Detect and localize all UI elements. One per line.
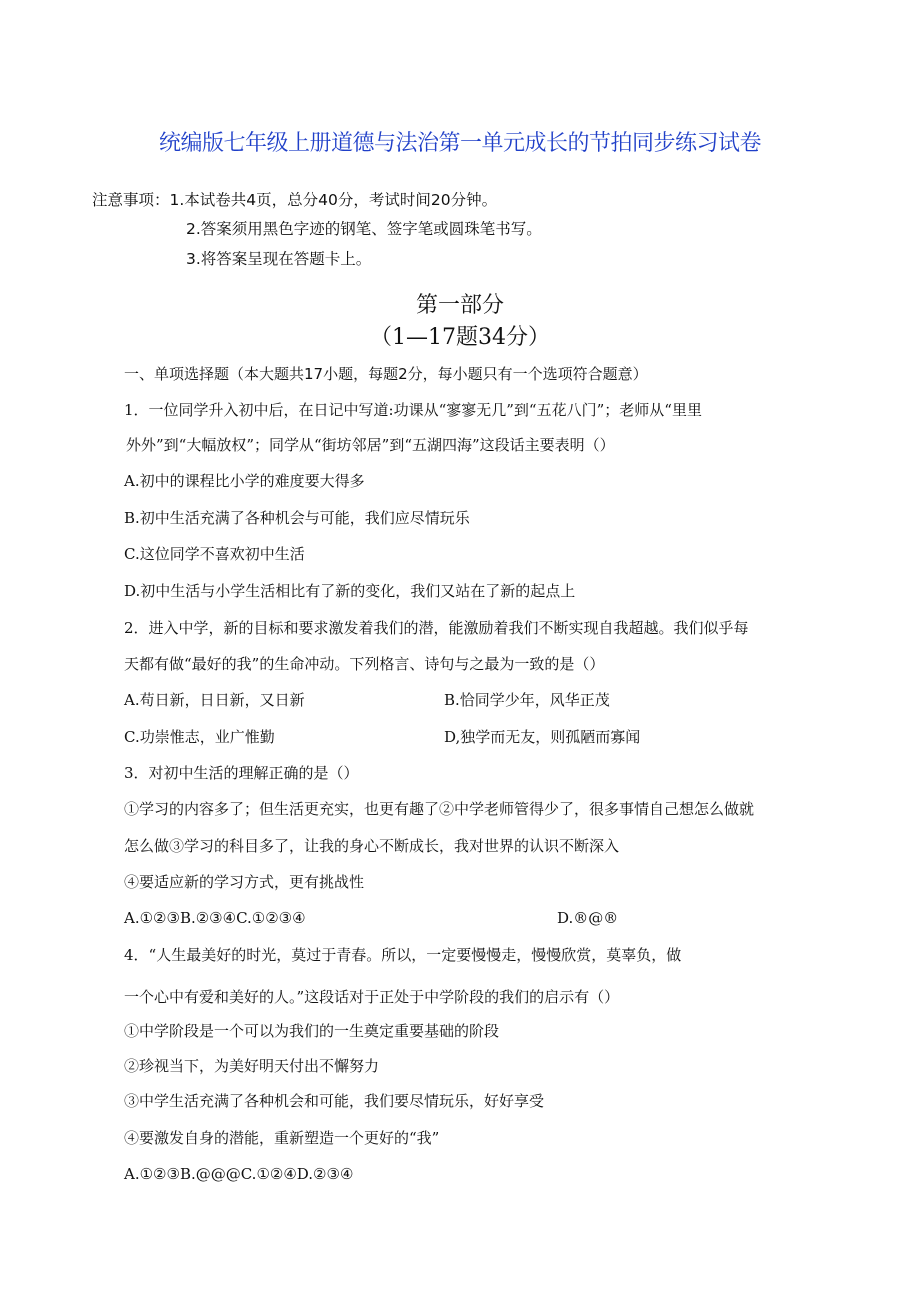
q4-statement-1: ①中学阶段是一个可以为我们的一生奠定重要基础的阶段 [124,1022,500,1040]
q4-options: A.①②③B.@@@C.①②④D.②③④ [124,1165,354,1183]
q1-option-a: A.初中的课程比小学的难度要大得多 [124,472,365,490]
q1-stem-line-2: 外外”到“大幅放权”；同学从“街坊邻居”到“五湖四海”这段话主要表明（） [126,436,615,454]
q3-statement-line-3: ④要适应新的学习方式，更有挑战性 [124,873,365,891]
q3-options-abc: A.①②③B.②③④C.①②③④ [124,909,306,927]
q4-stem-line-2: 一个心中有爱和美好的人。”这段话对于正处于中学阶段的我们的启示有（） [124,988,620,1006]
q4-statement-3: ③中学生活充满了各种机会和可能，我们要尽情玩乐，好好享受 [124,1092,545,1110]
part-title: 第一部分 [415,293,504,318]
q3-stem: 3．对初中生活的理解正确的是（） [124,764,359,782]
q3-statement-line-1: ①学习的内容多了；但生活更充实，也更有趣了②中学老师管得少了，很多事情自己想怎么做就 [124,800,755,818]
notice-line-2: 2.答案须用黑色字迹的钢笔、签字笔或圆珠笔书写。 [186,220,542,238]
q3-statement-line-2: 怎么做③学习的科目多了，让我的身心不断成长，我对世界的认识不断深入 [124,837,620,855]
q1-option-c: C.这位同学不喜欢初中生活 [124,545,305,563]
q2-option-a: A.苟日新，日日新，又日新 [124,691,305,709]
notice-line-1: 注意事项：1.本试卷共4页，总分40分，考试时间20分钟。 [92,191,498,209]
q4-stem-line-1: 4．“人生最美好的时光，莫过于青春。所以，一定要慢慢走，慢慢欣赏，莫辜负，做 [124,946,682,964]
q1-stem-line-1: 1．一位同学升入初中后，在日记中写道:功课从“寥寥无几”到“五花八门”；老师从“里里 [124,401,702,419]
q2-stem-line-1: 2．进入中学，新的目标和要求激发着我们的潜，能激励着我们不断实现自我超越。我们似乎每 [124,619,749,637]
q4-statement-2: ②珍视当下，为美好明天付出不懈努力 [124,1057,380,1075]
section-heading: 一、单项选择题（本大题共17小题，每题2分，每小题只有一个选项符合题意） [124,365,648,383]
q2-option-b: B.恰同学少年，风华正茂 [444,691,610,709]
q1-option-b: B.初中生活充满了各种机会与可能，我们应尽情玩乐 [124,509,470,527]
document-title: 统编版七年级上册道德与法治第一单元成长的节拍同步练习试卷 [158,131,761,156]
q2-option-c: C.功崇惟志，业广惟勤 [124,728,275,746]
q3-option-d: D.®@® [557,909,619,927]
notice-line-3: 3.将答案呈现在答题卡上。 [186,250,372,268]
q1-option-d: D.初中生活与小学生活相比有了新的变化，我们又站在了新的起点上 [124,582,576,600]
q4-statement-4: ④要激发自身的潜能，重新塑造一个更好的“我” [124,1129,440,1147]
q2-stem-line-2: 天都有做“最好的我”的生命冲动。下列格言、诗句与之最为一致的是（） [124,655,605,673]
q2-option-d: D,独学而无友，则孤陋而寡闻 [444,728,641,746]
part-subtitle: （1—17题34分） [370,325,550,350]
